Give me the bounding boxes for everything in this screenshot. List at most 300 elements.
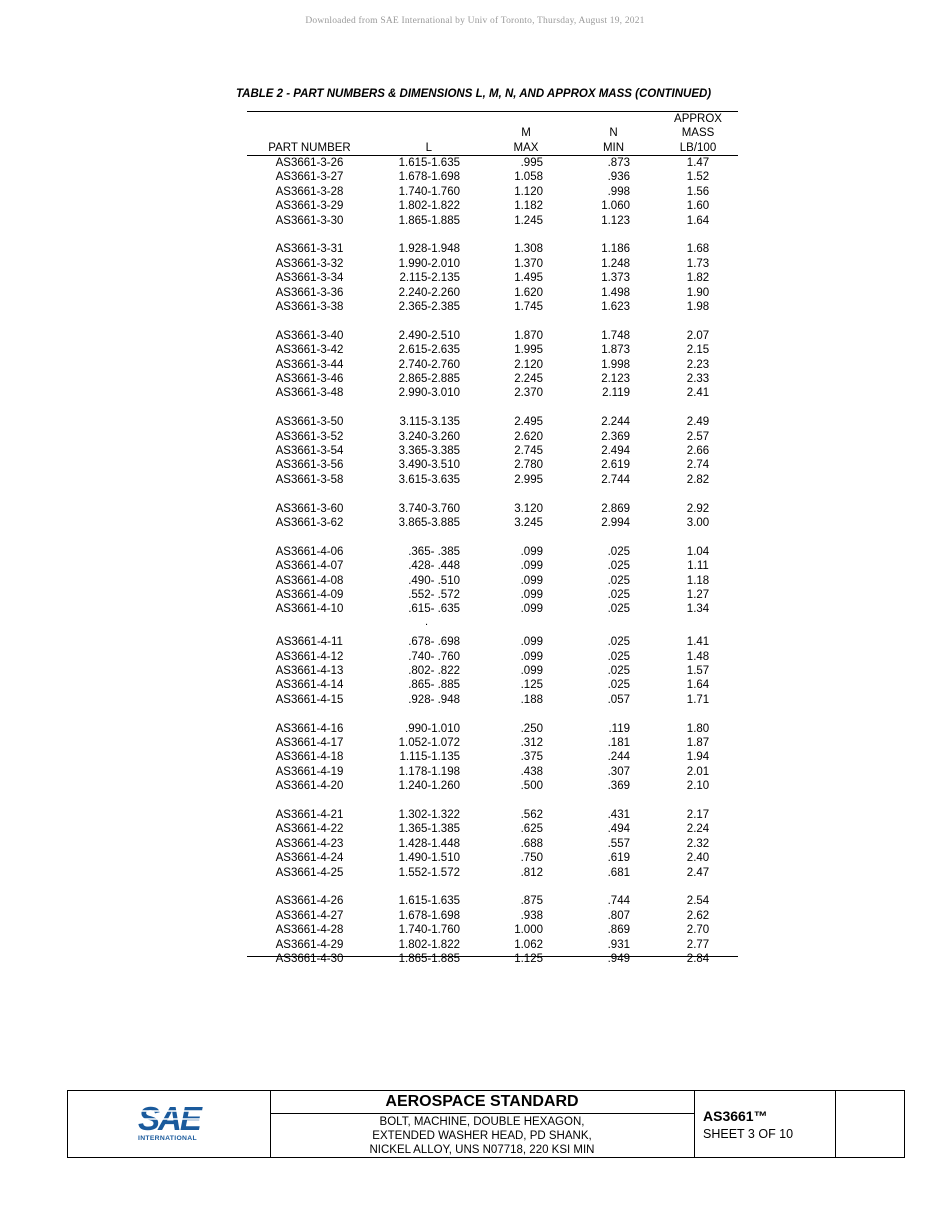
n-min-cell: .557: [607, 837, 630, 850]
n-min-cell: 2.119: [602, 387, 630, 400]
table-row: [247, 358, 738, 372]
part-number-cell: AS3661-3-60: [275, 502, 344, 515]
table-row: [247, 559, 738, 573]
part-number-cell: AS3661-4-15: [275, 693, 344, 706]
m-max-cell: .099: [520, 560, 543, 573]
table-row: [247, 635, 738, 649]
mass-cell: 1.04: [686, 545, 710, 558]
mass-cell: 2.82: [686, 473, 710, 486]
l-cell: 3.115-3.135: [399, 416, 460, 429]
part-number-cell: AS3661-4-24: [275, 852, 344, 865]
n-min-cell: 1.060: [601, 200, 630, 213]
l-cell: 1.615-1.635: [398, 895, 460, 908]
l-cell: 2.990-3.010: [398, 387, 460, 400]
m-max-cell: 1.125: [514, 953, 543, 965]
l-cell: .802- .822: [408, 665, 460, 677]
mass-cell: 1.52: [686, 171, 710, 184]
m-max-cell: .250: [520, 722, 543, 735]
m-max-cell: 1.620: [514, 286, 543, 299]
n-min-cell: .025: [607, 574, 630, 587]
mass-cell: 1.71: [686, 693, 710, 706]
l-cell: 3.490-3.510: [398, 459, 460, 472]
mass-cell: 2.15: [686, 344, 710, 357]
blank-cell: [835, 1091, 904, 1157]
n-min-cell: .681: [607, 866, 630, 879]
download-watermark: Downloaded from SAE International by Univ of Toronto, Thursday, August 19, 2021: [305, 16, 645, 26]
table-row: [247, 300, 738, 314]
m-max-cell: 1.870: [514, 329, 543, 342]
header-n: N: [609, 127, 618, 139]
n-min-cell: 1.248: [601, 257, 630, 270]
table-bottom-rule: [247, 956, 738, 957]
l-cell: 2.865-2.885: [398, 373, 460, 385]
n-min-cell: 2.369: [601, 430, 630, 443]
part-number-cell: AS3661-4-23: [275, 837, 344, 850]
part-number-cell: AS3661-3-50: [275, 416, 344, 429]
n-min-cell: 1.623: [601, 301, 630, 313]
l-cell: 2.740-2.760: [398, 358, 460, 371]
mass-cell: 1.64: [686, 679, 710, 692]
document-cell: [694, 1091, 836, 1157]
n-min-cell: 2.994: [601, 517, 630, 529]
l-cell: 1.240-1.260: [398, 780, 460, 793]
table-row: [247, 909, 738, 923]
mass-cell: 2.92: [686, 502, 710, 515]
header-l: [394, 141, 460, 155]
table-row: [247, 199, 738, 213]
n-min-cell: .244: [607, 751, 630, 764]
l-cell: 2.365-2.385: [398, 301, 460, 313]
mass-cell: 2.66: [686, 445, 710, 457]
title-cell: [270, 1091, 695, 1157]
part-number-cell: AS3661-4-07: [275, 560, 344, 573]
m-max-cell: 3.120: [514, 502, 543, 515]
m-max-cell: 2.745: [514, 445, 543, 457]
m-max-cell: 1.995: [514, 344, 543, 357]
m-max-cell: .995: [520, 157, 543, 169]
n-min-cell: .025: [607, 665, 630, 677]
part-number-cell: AS3661-4-16: [275, 722, 344, 735]
part-number-cell: AS3661-4-25: [275, 866, 344, 879]
table-row: [247, 185, 738, 199]
part-number-cell: AS3661-4-17: [275, 737, 344, 749]
table-row: [247, 650, 738, 664]
l-cell: 1.740-1.760: [398, 924, 460, 937]
m-max-cell: 2.495: [514, 416, 543, 429]
mass-cell: 2.24: [686, 823, 710, 836]
table-row: [247, 574, 738, 588]
mass-cell: 1.90: [686, 286, 710, 299]
sheet-number: SHEET 3 OF 10: [703, 1127, 794, 1141]
m-max-cell: .099: [520, 665, 543, 677]
m-max-cell: 1.062: [514, 938, 543, 951]
n-min-cell: 1.373: [601, 272, 630, 285]
l-cell: .678- .698: [408, 636, 460, 649]
n-min-cell: .025: [607, 603, 630, 616]
l-cell: .428- .448: [408, 560, 460, 573]
m-max-cell: .099: [520, 589, 543, 601]
table-row: [247, 257, 738, 271]
mass-cell: 2.54: [686, 895, 710, 908]
mass-cell: 1.73: [686, 257, 710, 270]
table-row: [247, 372, 738, 386]
table-row: [247, 923, 738, 937]
mass-cell: 2.74: [686, 459, 710, 472]
part-number-cell: AS3661-4-08: [275, 574, 344, 587]
stray-dot: .: [425, 616, 429, 628]
part-number-cell: AS3661-3-40: [275, 329, 344, 342]
n-min-cell: .057: [607, 693, 630, 706]
n-min-cell: .025: [607, 679, 630, 692]
m-max-cell: 1.370: [514, 257, 543, 270]
part-number-cell: AS3661-3-56: [275, 459, 344, 472]
l-cell: 1.428-1.448: [398, 837, 460, 850]
m-max-cell: .875: [520, 895, 543, 908]
table-row: [247, 170, 738, 184]
table-row: [247, 386, 738, 400]
table-row: [247, 242, 738, 256]
n-min-cell: 1.873: [601, 344, 630, 357]
m-max-cell: 1.058: [514, 171, 543, 184]
l-cell: 3.865-3.885: [398, 517, 460, 529]
l-cell: 1.178-1.198: [398, 765, 460, 778]
n-min-cell: .936: [607, 171, 630, 184]
table-row: [247, 822, 738, 836]
mass-cell: 1.87: [686, 737, 710, 749]
l-cell: 3.740-3.760: [398, 502, 460, 515]
mass-cell: 1.11: [687, 560, 709, 573]
mass-cell: 3.00: [686, 517, 710, 529]
table-row: [247, 430, 738, 444]
l-cell: 1.990-2.010: [398, 257, 460, 270]
table-row: [247, 678, 738, 692]
header-m-max: MAX: [513, 142, 539, 154]
mass-cell: 1.82: [686, 272, 710, 285]
m-max-cell: .562: [520, 809, 543, 821]
table-title: TABLE 2 - PART NUMBERS & DIMENSIONS L, M, N, AND APPROX MASS (CONTINUED): [236, 88, 712, 100]
part-number-cell: AS3661-4-28: [275, 924, 344, 937]
m-max-cell: 2.245: [514, 373, 543, 385]
l-cell: 1.615-1.635: [398, 157, 460, 169]
table-row: [247, 693, 738, 707]
part-number-cell: AS3661-3-29: [275, 200, 344, 213]
n-min-cell: .025: [607, 560, 630, 573]
part-number-cell: AS3661-3-31: [275, 243, 344, 256]
mass-cell: 2.47: [686, 866, 710, 879]
table-row: [247, 779, 738, 793]
m-max-cell: 1.495: [514, 272, 543, 285]
part-number-cell: AS3661-4-10: [275, 603, 344, 616]
part-number-cell: AS3661-3-58: [275, 473, 344, 486]
mass-cell: 1.94: [686, 751, 710, 764]
n-min-cell: 1.748: [601, 329, 630, 342]
n-min-cell: 2.619: [601, 459, 630, 472]
part-number-cell: AS3661-3-48: [275, 387, 344, 400]
l-cell: .740- .760: [408, 650, 460, 663]
l-cell: 1.678-1.698: [398, 909, 460, 922]
table-row: [247, 516, 738, 530]
m-max-cell: 1.120: [514, 185, 543, 198]
l-cell: .865- .885: [408, 679, 460, 692]
table-row: [247, 214, 738, 228]
table-row: [247, 156, 738, 170]
l-cell: 1.865-1.885: [398, 214, 460, 227]
table-row: [247, 602, 738, 616]
mass-cell: 1.27: [686, 589, 710, 601]
l-cell: 1.302-1.322: [398, 809, 460, 821]
l-cell: 1.552-1.572: [398, 866, 460, 879]
table-row: [247, 458, 738, 472]
part-number-cell: AS3661-3-34: [275, 272, 344, 285]
header-part-number: PART NUMBER: [268, 142, 351, 154]
mass-cell: 1.47: [686, 157, 710, 169]
description-line-3: NICKEL ALLOY, UNS N07718, 220 KSI MIN: [369, 1144, 595, 1156]
table-row: [247, 765, 738, 779]
m-max-cell: 2.995: [514, 473, 543, 486]
table-row: [247, 473, 738, 487]
n-min-cell: .431: [607, 809, 630, 821]
table-row: [247, 286, 738, 300]
header-n-min: MIN: [602, 142, 625, 154]
part-number-cell: AS3661-3-62: [275, 517, 344, 529]
l-cell: 1.365-1.385: [398, 823, 460, 836]
mass-cell: 2.32: [686, 837, 710, 850]
table-row: [247, 588, 738, 602]
m-max-cell: 2.620: [514, 430, 543, 443]
n-min-cell: 2.244: [601, 416, 630, 429]
part-number-cell: AS3661-4-22: [275, 823, 344, 836]
mass-cell: 1.48: [686, 650, 710, 663]
sae-logo-subtext: INTERNATIONAL: [138, 1135, 197, 1142]
part-number-cell: AS3661-4-13: [275, 665, 344, 677]
mass-cell: 1.80: [686, 722, 710, 735]
mass-cell: 2.77: [686, 938, 710, 951]
table-row: [247, 952, 738, 966]
description-line-2: EXTENDED WASHER HEAD, PD SHANK,: [372, 1130, 592, 1142]
m-max-cell: .750: [520, 852, 543, 865]
n-min-cell: 2.744: [601, 473, 630, 486]
standard-heading: AEROSPACE STANDARD: [270, 1091, 694, 1114]
m-max-cell: .312: [520, 737, 543, 749]
table-row: [247, 271, 738, 285]
document-number: AS3661™: [703, 1108, 768, 1124]
part-description: [270, 1114, 694, 1157]
m-max-cell: .625: [520, 823, 543, 836]
header-m: M: [521, 127, 531, 139]
part-number-cell: AS3661-4-14: [275, 679, 344, 692]
part-number-cell: AS3661-4-30: [275, 953, 344, 965]
n-min-cell: .619: [607, 852, 630, 865]
part-number-cell: AS3661-3-42: [275, 344, 344, 357]
n-min-cell: 1.123: [601, 214, 630, 227]
l-cell: .990-1.010: [405, 722, 460, 735]
l-cell: 2.615-2.635: [398, 344, 460, 357]
table-row: [247, 866, 738, 880]
m-max-cell: 2.120: [514, 358, 543, 371]
mass-cell: 1.68: [686, 243, 710, 256]
m-max-cell: .188: [520, 693, 543, 706]
part-number-cell: AS3661-4-27: [275, 909, 344, 922]
m-max-cell: 1.308: [514, 243, 543, 256]
l-cell: 1.802-1.822: [398, 938, 460, 951]
mass-cell: 2.57: [686, 430, 710, 443]
mass-cell: 1.57: [686, 665, 710, 677]
m-max-cell: 1.245: [514, 214, 543, 227]
l-cell: 1.052-1.072: [398, 737, 460, 749]
mass-cell: 1.56: [686, 185, 710, 198]
n-min-cell: .307: [607, 765, 630, 778]
mass-cell: 2.49: [686, 416, 710, 429]
table-row: [247, 750, 738, 764]
n-min-cell: 2.123: [601, 373, 630, 385]
mass-cell: 2.33: [686, 373, 710, 385]
mass-cell: 1.64: [686, 214, 710, 227]
n-min-cell: 1.498: [601, 286, 630, 299]
table-row: [247, 329, 738, 343]
part-number-cell: AS3661-4-12: [275, 650, 344, 663]
n-min-cell: .181: [607, 737, 630, 749]
m-max-cell: .099: [520, 545, 543, 558]
l-cell: .552- .572: [408, 589, 460, 601]
m-max-cell: 1.000: [514, 924, 543, 937]
m-max-cell: 1.182: [514, 200, 543, 213]
m-max-cell: .688: [520, 837, 543, 850]
mass-cell: 2.41: [686, 387, 710, 400]
l-cell: .615- .635: [408, 603, 460, 616]
m-max-cell: 3.245: [514, 517, 543, 529]
table-row: [247, 545, 738, 559]
sae-logo-letters: SAE: [138, 1102, 200, 1134]
n-min-cell: 1.998: [601, 358, 630, 371]
n-min-cell: .744: [607, 895, 630, 908]
l-cell: 2.115-2.135: [399, 272, 460, 285]
m-max-cell: .438: [520, 765, 543, 778]
part-number-cell: AS3661-4-09: [275, 589, 344, 601]
m-max-cell: 2.370: [514, 387, 543, 400]
table-row: [247, 343, 738, 357]
m-max-cell: .099: [520, 603, 543, 616]
mass-cell: 1.60: [686, 200, 710, 213]
m-max-cell: 2.780: [514, 459, 543, 472]
part-number-cell: AS3661-3-32: [275, 257, 344, 270]
mass-cell: 1.34: [686, 603, 710, 616]
mass-cell: 2.10: [686, 780, 710, 793]
header-lb-per-100: LB/100: [679, 142, 717, 154]
table-row: [247, 502, 738, 516]
n-min-cell: .025: [607, 636, 630, 649]
n-min-cell: .494: [607, 823, 630, 836]
l-cell: 1.115-1.135: [399, 751, 460, 764]
logo-cell: [68, 1091, 271, 1157]
mass-cell: 1.18: [686, 574, 710, 587]
part-number-cell: AS3661-3-52: [275, 430, 344, 443]
n-min-cell: .873: [607, 157, 630, 169]
part-number-cell: AS3661-3-30: [275, 214, 344, 227]
part-number-cell: AS3661-4-26: [275, 895, 344, 908]
l-cell: 1.490-1.510: [398, 852, 460, 865]
n-min-cell: .025: [607, 545, 630, 558]
part-number-cell: AS3661-3-54: [275, 445, 344, 457]
n-min-cell: 2.494: [601, 445, 630, 457]
part-number-cell: AS3661-4-06: [275, 545, 344, 558]
l-cell: 3.615-3.635: [398, 473, 460, 486]
sae-logo: [138, 1102, 208, 1148]
mass-cell: 2.23: [686, 358, 710, 371]
n-min-cell: .369: [607, 780, 630, 793]
mass-cell: 2.84: [686, 953, 710, 965]
mass-cell: 2.70: [686, 924, 710, 937]
header-l-text: L: [425, 142, 432, 154]
part-number-cell: AS3661-4-18: [275, 751, 344, 764]
n-min-cell: .931: [607, 938, 630, 951]
m-max-cell: 1.745: [514, 301, 543, 313]
mass-cell: 2.07: [686, 329, 710, 342]
mass-cell: 2.01: [686, 765, 710, 778]
m-max-cell: .125: [520, 679, 543, 692]
l-cell: 1.928-1.948: [398, 243, 460, 256]
mass-cell: 2.17: [686, 809, 710, 821]
l-cell: .490- .510: [408, 574, 460, 587]
part-number-cell: AS3661-4-20: [275, 780, 344, 793]
table-row: [247, 938, 738, 952]
table-row: [247, 837, 738, 851]
n-min-cell: .949: [607, 953, 630, 965]
n-min-cell: 2.869: [601, 502, 630, 515]
l-cell: 3.365-3.385: [398, 445, 460, 457]
title-block: [67, 1090, 905, 1158]
part-number-cell: AS3661-4-11: [276, 636, 343, 649]
description-line-1: BOLT, MACHINE, DOUBLE HEXAGON,: [379, 1116, 585, 1128]
n-min-cell: 1.186: [601, 243, 630, 256]
l-cell: 2.490-2.510: [398, 329, 460, 342]
part-number-cell: AS3661-3-46: [275, 373, 344, 385]
part-number-cell: AS3661-3-36: [275, 286, 344, 299]
m-max-cell: .812: [520, 866, 543, 879]
l-cell: 1.678-1.698: [398, 171, 460, 184]
m-max-cell: .500: [520, 780, 543, 793]
l-cell: .928- .948: [408, 693, 460, 706]
table-row: [247, 415, 738, 429]
l-cell: .365- .385: [408, 545, 460, 558]
part-number-cell: AS3661-3-27: [275, 171, 344, 184]
n-min-cell: .869: [607, 924, 630, 937]
part-number-cell: AS3661-4-29: [275, 938, 344, 951]
l-cell: 2.240-2.260: [398, 286, 460, 299]
m-max-cell: .099: [520, 636, 543, 649]
table-row: [247, 851, 738, 865]
table-row: [247, 664, 738, 678]
part-number-cell: AS3661-4-21: [275, 809, 344, 821]
table-row: [247, 894, 738, 908]
m-max-cell: .099: [520, 650, 543, 663]
mass-cell: 1.41: [686, 636, 710, 649]
sae-logo-mark: [138, 1102, 208, 1134]
n-min-cell: .025: [607, 589, 630, 601]
n-min-cell: .998: [607, 185, 630, 198]
mass-cell: 2.62: [686, 909, 710, 922]
n-min-cell: .025: [607, 650, 630, 663]
n-min-cell: .807: [607, 909, 630, 922]
part-number-cell: AS3661-3-26: [275, 157, 344, 169]
m-max-cell: .938: [520, 909, 543, 922]
part-number-cell: AS3661-3-28: [275, 185, 344, 198]
header-mass: MASS: [681, 127, 715, 139]
part-number-cell: AS3661-4-19: [275, 765, 344, 778]
table-row: [247, 444, 738, 458]
table-row: [247, 736, 738, 750]
l-cell: 1.802-1.822: [398, 200, 460, 213]
mass-cell: 2.40: [686, 852, 710, 865]
